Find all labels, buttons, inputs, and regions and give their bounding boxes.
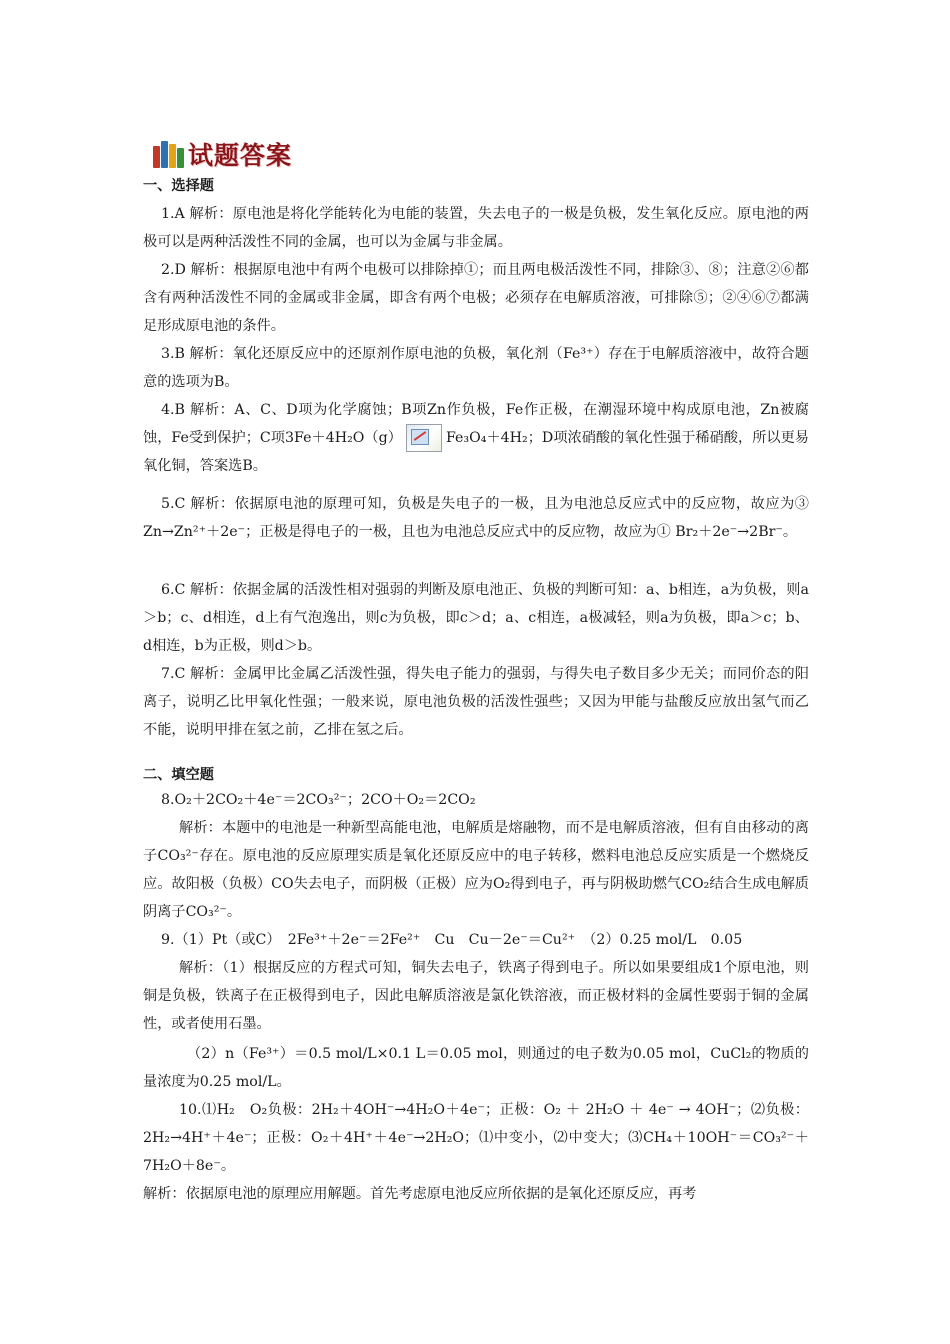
answer-9-explanation-2: （2）n（Fe³⁺）＝0.5 mol/L×0.1 L＝0.05 mol，则通过的电子数为0.05 mol，CuCl₂的物质的量浓度为0.25 mol/L。 <box>143 1046 809 1090</box>
answer-9: 9.（1）Pt（或C） 2Fe³⁺＋2e⁻＝2Fe²⁺ Cu Cu－2e⁻＝Cu²⁺ （2）0.25 mol/L 0.05 <box>161 932 743 948</box>
answer-6: 6.C 解析：依据金属的活泼性相对强弱的判断及原电池正、负极的判断可知：a、b相连，a为负极，则a＞b；c、d相连，d上有气泡逸出，则c为负极，即c＞d；a、c相连，a极减轻，则a为负极，即a＞c；b、d相连，b为正极，则d＞b。 <box>143 582 809 654</box>
section-title-fill: 二、填空题 <box>143 767 214 783</box>
answer-2: 2.D 解析：根据原电池中有两个电极可以排除掉①；而且两电极活泼性不同，排除③、⑧；注意②⑥都含有两种活泼性不同的金属或非金属，即含有两个电极；必须存在电解质溶液，可排除⑤；②④⑥⑦都满足形成原电池的条件。 <box>143 262 809 334</box>
answer-10: 10.⑴H₂ O₂负极：2H₂＋4OH⁻→4H₂O＋4e⁻；正极：O₂ ＋ 2H₂O ＋ 4e⁻ → 4OH⁻；⑵负极：2H₂→4H⁺＋4e⁻；正极：O₂＋4H⁺＋4e⁻→2H₂O；⑴中变小，⑵中变大；⑶CH₄＋10OH⁻＝CO₃²⁻＋7H₂O＋8e⁻。 <box>143 1102 809 1174</box>
books-icon <box>153 140 184 168</box>
section-title-choice: 一、选择题 <box>143 178 214 194</box>
answer-8-explanation: 解析：本题中的电池是一种新型高能电池，电解质是熔融物，而不是电解质溶液，但有自由移动的离子CO₃²⁻存在。原电池的反应原理实质是氧化还原反应中的电子转移，燃料电池总反应实质是一个燃烧反应。故阳极（负极）CO失去电子，而阴极（正极）应为O₂得到电子，再与阴极助燃气CO₂结合生成电解质阴离子CO₃²⁻。 <box>143 820 809 920</box>
answer-banner <box>153 136 292 172</box>
banner-title: 试题答案 <box>188 141 293 170</box>
answer-4: 4.B 解析：A、C、D项为化学腐蚀；B项Zn作负极，Fe作正极，在潮湿环境中构成原电池，Zn被腐蚀，Fe受到保护；C项3Fe＋4H₂O（g） Fe₃O₄＋4H₂；D项浓硝酸的氧化性强于稀硝酸，所以更易氧化铜，答案选B。 <box>143 402 809 474</box>
answer-5: 5.C 解析：依据原电池的原理可知，负极是失电子的一极，且为电池总反应式中的反应物，故应为③ Zn→Zn²⁺＋2e⁻；正极是得电子的一极，且也为电池总反应式中的反应物，故应为① Br₂＋2e⁻→2Br⁻。 <box>143 496 809 540</box>
answer-9-explanation-1: 解析：（1）根据反应的方程式可知，铜失去电子，铁离子得到电子。所以如果要组成1个原电池，则铜是负极，铁离子在正极得到电子，因此电解质溶液是氯化铁溶液，而正极材料的金属性要弱于铜的金属性，或者使用石墨。 <box>143 960 809 1032</box>
answer-3: 3.B 解析：氧化还原反应中的还原剂作原电池的负极，氧化剂（Fe³⁺）存在于电解质溶液中，故符合题意的选项为B。 <box>143 346 809 390</box>
answer-10-explanation: 解析：依据原电池的原理应用解题。首先考虑原电池反应所依据的是氧化还原反应，再考 <box>143 1186 697 1202</box>
answer-8: 8.O₂＋2CO₂＋4e⁻＝2CO₃²⁻；2CO＋O₂＝2CO₂ <box>161 792 476 808</box>
answer-1: 1.A 解析：原电池是将化学能转化为电能的装置，失去电子的一极是负极，发生氧化反应。原电池的两极可以是两种活泼性不同的金属，也可以为金属与非金属。 <box>143 206 809 250</box>
answer-7: 7.C 解析：金属甲比金属乙活泼性强，得失电子能力的强弱，与得失电子数目多少无关；而同价态的阳离子，说明乙比甲氧化性强；一般来说，原电池负极的活泼性强些；又因为甲能与盐酸反应放出氢气而乙不能，说明甲排在氢之前，乙排在氢之后。 <box>143 666 809 738</box>
reaction-condition-image <box>406 424 442 452</box>
